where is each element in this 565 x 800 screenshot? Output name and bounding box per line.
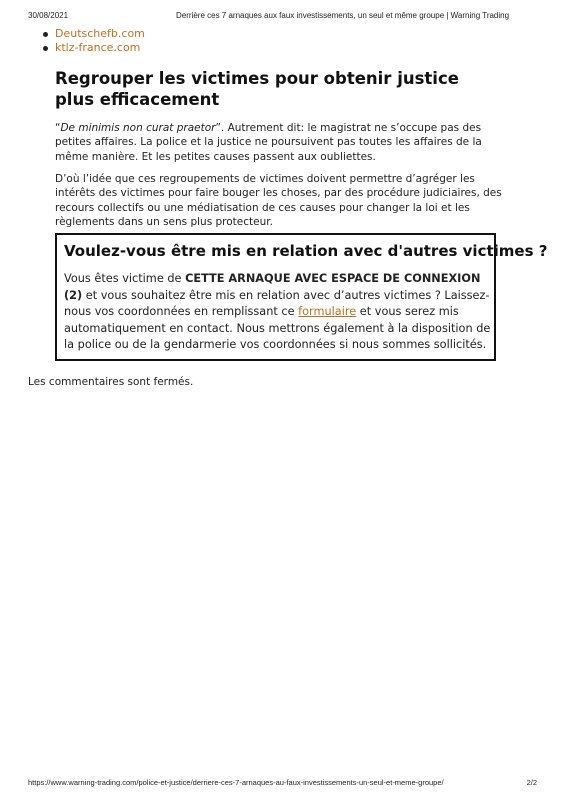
quote-open: “ xyxy=(55,122,61,134)
paragraph-text: ”. Autrement dit: le magistrat ne s’occupe pas des petites affaires. La police et la justice ne poursuivent pas toutes les affaires de la même manière. Et les petites causes passent aux oubliettes. xyxy=(55,122,482,163)
cta-text-end: et vous serez mis automatiquement en contact. Nous mettrons également à la disposition de la police ou de la gendarmerie vos coordonnées si nous sommes sollicités. xyxy=(64,305,491,351)
cta-title: Voulez-vous être mis en relation avec d'autres victimes ? xyxy=(64,242,548,260)
latin-quote: De minimis non curat praetor xyxy=(60,122,216,134)
comments-closed-notice: Les commentaires sont fermés. xyxy=(28,376,194,388)
site-list xyxy=(55,27,145,55)
print-date: 30/08/2021 xyxy=(28,11,69,20)
page-count: 2/2 xyxy=(526,778,537,787)
site-link-ktlz-france[interactable]: ktlz-france.com xyxy=(55,41,141,54)
print-page-title: Derrière ces 7 arnaques aux faux investissements, un seul et même groupe | Warning Trading xyxy=(176,11,510,20)
contact-victims-box xyxy=(55,233,548,361)
cta-text-middle: et vous souhaitez être mis en relation avec d’autres victimes ? Laissez-nous vos coordonnées en remplissant ce xyxy=(64,288,490,318)
bullet-icon xyxy=(43,46,48,51)
site-link-deutschefb[interactable]: Deutschefb.com xyxy=(55,27,145,40)
paragraph-latin-quote xyxy=(55,121,505,164)
cta-text-start: Vous êtes victime de xyxy=(64,272,186,285)
section-heading: Regrouper les victimes pour obtenir justice plus efficacement xyxy=(55,69,459,109)
list-item xyxy=(55,27,145,41)
paragraph-regroupement: D’où l’idée que ces regroupements de victimes doivent permettre d’agréger les intérêts des victimes pour faire bouger les choses, par des procédure judiciaires, des recours collectifs ou une médiatisation de ces causes pour changer la loi et les règlements dans un sens plus protecteur. xyxy=(55,173,502,228)
bullet-icon xyxy=(43,32,48,37)
scam-name: CETTE ARNAQUE AVEC ESPACE DE CONNEXION (2) xyxy=(64,272,481,302)
cta-text xyxy=(64,271,496,354)
form-link[interactable]: formulaire xyxy=(298,305,357,318)
list-item xyxy=(55,41,145,55)
print-url: https://www.warning-trading.com/police-et-justice/derriere-ces-7-arnaques-au-faux-investissements-un-seul-et-meme-groupe/ xyxy=(28,778,444,787)
